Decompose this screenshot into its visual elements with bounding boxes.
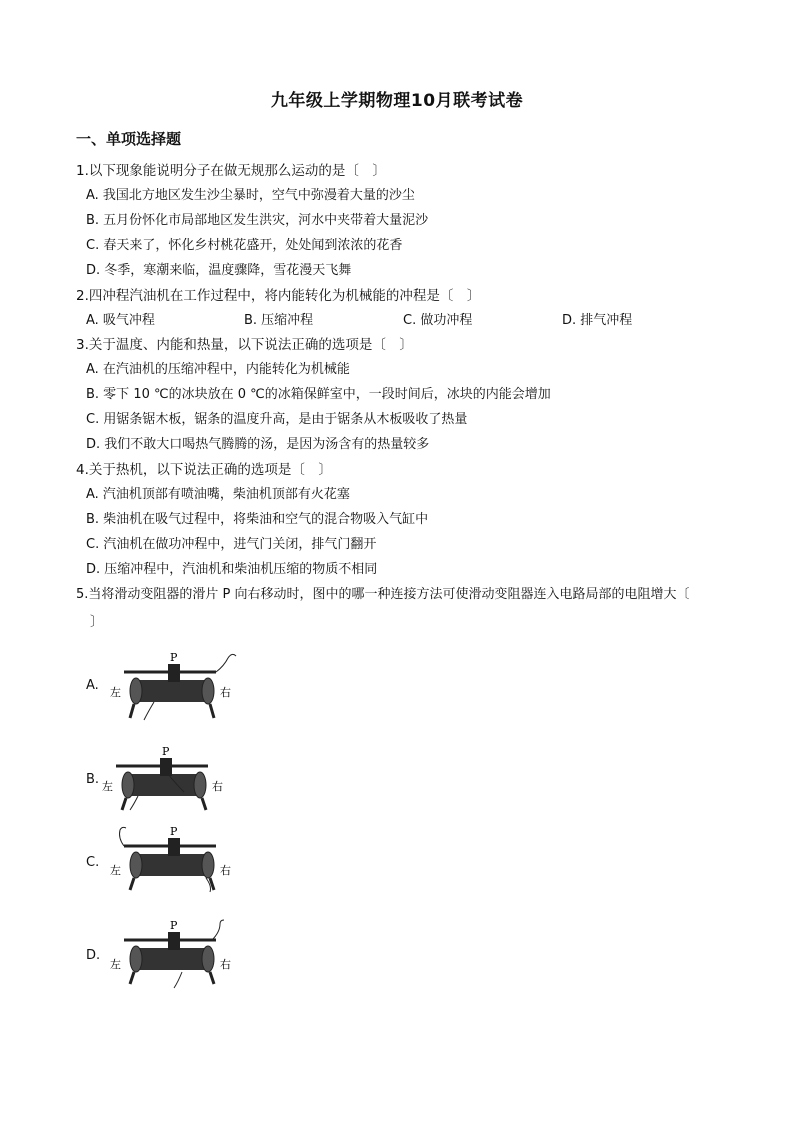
question-2-option-c[interactable]: C. 做功冲程 <box>403 313 473 328</box>
question-1-option-b[interactable]: B. 五月份怀化市局部地区发生洪灾，河水中夹带着大量泥沙 <box>86 213 429 228</box>
question-2-stem: 2.四冲程汽油机在工作过程中，将内能转化为机械能的冲程是〔 〕 <box>76 288 481 304</box>
left-label: 左 <box>110 686 121 699</box>
left-label: 左 <box>110 958 121 971</box>
right-label: 右 <box>220 958 231 971</box>
right-label: 右 <box>212 780 223 793</box>
slider-label-p: P <box>162 745 170 758</box>
question-4-option-c[interactable]: C. 汽油机在做功冲程中，进气门关闭，排气门翻开 <box>86 537 377 552</box>
rheostat-diagram-b <box>98 744 238 819</box>
rheostat-diagram-a <box>106 650 246 725</box>
slider-label-p: P <box>170 825 178 838</box>
rheostat-diagram-d <box>106 918 246 993</box>
question-1-option-a[interactable]: A. 我国北方地区发生沙尘暴时，空气中弥漫着大量的沙尘 <box>86 188 415 203</box>
question-5-option-b[interactable]: B. <box>86 772 100 787</box>
question-3-option-a[interactable]: A. 在汽油机的压缩冲程中，内能转化为机械能 <box>86 362 350 377</box>
right-label: 右 <box>220 864 231 877</box>
left-label: 左 <box>102 780 113 793</box>
right-label: 右 <box>220 686 231 699</box>
question-4-stem: 4.关于热机，以下说法正确的选项是〔 〕 <box>76 462 332 478</box>
question-1-option-c[interactable]: C. 春天来了，怀化乡村桃花盛开，处处闻到浓浓的花香 <box>86 238 403 253</box>
question-3-option-b[interactable]: B. 零下 10 ℃的冰块放在 0 ℃的冰箱保鲜室中，一段时间后，冰块的内能会增加 <box>86 387 551 402</box>
question-5-stem: 5.当将滑动变阻器的滑片 P 向右移动时，图中的哪一种连接方法可使滑动变阻器连入电路局部的电阻增大〔 <box>76 587 690 602</box>
question-1-stem: 1.以下现象能说明分子在做无规那么运动的是〔 〕 <box>76 163 386 179</box>
question-2-option-b[interactable]: B. 压缩冲程 <box>244 313 314 328</box>
question-3-option-c[interactable]: C. 用锯条锯木板，锯条的温度升高，是由于锯条从木板吸收了热量 <box>86 412 468 427</box>
exam-title: 九年级上学期物理10月联考试卷 <box>270 91 524 111</box>
section-heading: 一、单项选择题 <box>76 130 182 148</box>
question-5-option-d[interactable]: D. <box>86 948 101 963</box>
question-2-option-d[interactable]: D. 排气冲程 <box>562 313 633 328</box>
question-1-option-d[interactable]: D. 冬季，寒潮来临，温度骤降，雪花漫天飞舞 <box>86 263 352 278</box>
question-5-option-a[interactable]: A. <box>86 678 99 693</box>
rheostat-diagram-c <box>106 824 246 899</box>
question-5-stem-cont: 〕 <box>90 614 104 630</box>
question-4-option-b[interactable]: B. 柴油机在吸气过程中，将柴油和空气的混合物吸入气缸中 <box>86 512 429 527</box>
slider-label-p: P <box>170 919 178 932</box>
question-4-option-a[interactable]: A. 汽油机顶部有喷油嘴，柴油机顶部有火花塞 <box>86 487 350 502</box>
question-3-stem: 3.关于温度、内能和热量，以下说法正确的选项是〔 〕 <box>76 337 413 353</box>
left-label: 左 <box>110 864 121 877</box>
question-3-option-d[interactable]: D. 我们不敢大口喝热气腾腾的汤，是因为汤含有的热量较多 <box>86 437 430 452</box>
question-4-option-d[interactable]: D. 压缩冲程中，汽油机和柴油机压缩的物质不相同 <box>86 562 378 577</box>
question-2-option-a[interactable]: A. 吸气冲程 <box>86 313 155 328</box>
question-5-option-c[interactable]: C. <box>86 855 100 870</box>
slider-label-p: P <box>170 651 178 664</box>
